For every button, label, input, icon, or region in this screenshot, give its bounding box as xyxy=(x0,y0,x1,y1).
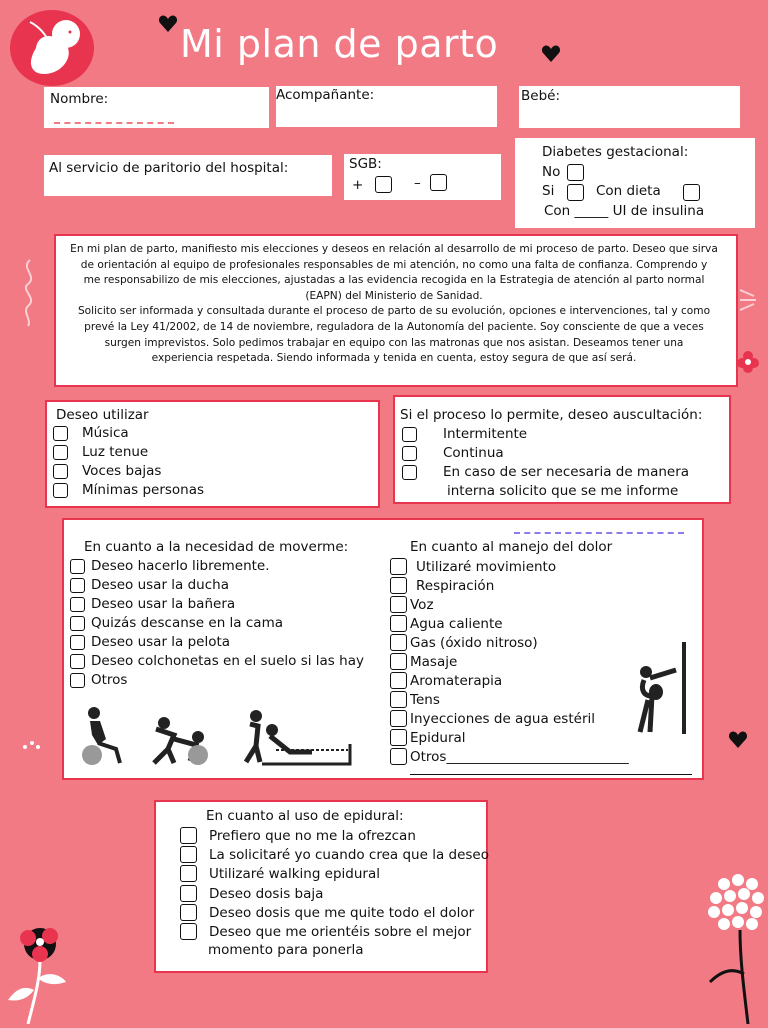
checkbox[interactable] xyxy=(390,672,407,689)
partner-support-icon xyxy=(134,715,214,771)
flower-icon xyxy=(700,870,768,1028)
checkbox[interactable] xyxy=(53,426,68,441)
moverme-item[interactable] xyxy=(70,653,364,669)
sgb-plus-label: + xyxy=(352,177,364,193)
checkbox[interactable] xyxy=(53,445,68,460)
intro-paragraph xyxy=(56,242,732,367)
checkbox[interactable] xyxy=(70,635,85,650)
item-label: Deseo usar la ducha xyxy=(91,577,229,593)
dolor-item[interactable] xyxy=(390,577,494,594)
deseo-utilizar-box xyxy=(45,400,380,508)
bebe-label: Bebé: xyxy=(521,88,560,104)
heart-icon xyxy=(728,730,748,754)
dots-icon xyxy=(22,736,42,755)
moverme-heading: En cuanto a la necesidad de moverme: xyxy=(84,539,349,555)
moverme-item[interactable] xyxy=(70,634,230,650)
item-label: Agua caliente xyxy=(410,615,503,632)
dolor-heading: En cuanto al manejo del dolor xyxy=(410,539,613,555)
diabetes-si-label: Si xyxy=(542,183,555,199)
item-label: Deseo dosis baja xyxy=(209,885,324,902)
checkbox[interactable] xyxy=(70,616,85,631)
auscultacion-continuation: interna solicito que se me informe xyxy=(447,483,679,499)
epidural-item[interactable] xyxy=(180,865,380,882)
item-label: Masaje xyxy=(410,653,458,670)
sgb-label: SGB: xyxy=(349,156,382,172)
moverme-dolor-box xyxy=(62,518,704,780)
checkbox[interactable] xyxy=(390,710,407,727)
flower-icon xyxy=(4,920,84,1028)
intro-line: prevé la Ley 41/2002, de 14 de noviembre, reguladora de la Autonomía del paciente. Soy consciente de que a veces xyxy=(84,320,704,333)
checkbox[interactable] xyxy=(390,748,407,765)
dolor-item[interactable] xyxy=(390,729,466,746)
checkbox[interactable] xyxy=(180,885,197,902)
item-label: Prefiero que no me la ofrezcan xyxy=(209,827,416,844)
item-label: Respiración xyxy=(416,577,495,594)
intro-line: experiencia respetada. Siendo informada y tenida en cuenta, estoy segura de que así será. xyxy=(151,352,637,365)
item-label: Gas (óxido nitroso) xyxy=(410,634,538,651)
diabetes-title: Diabetes gestacional: xyxy=(542,144,689,160)
item-label: Otros xyxy=(91,672,128,688)
dolor-item[interactable] xyxy=(390,710,595,727)
checkbox[interactable] xyxy=(402,465,417,480)
item-label: Deseo dosis que me quite todo el dolor xyxy=(209,904,475,921)
moverme-item[interactable] xyxy=(70,615,283,631)
auscultacion-item[interactable] xyxy=(402,445,504,461)
bebe-field[interactable] xyxy=(519,86,740,128)
intro-line: Solicito ser informada y consultada durante el proceso de parto de su evolución, opciones e intervenciones, tal y como xyxy=(77,305,711,318)
diabetes-si-checkbox[interactable] xyxy=(567,184,584,201)
auscultacion-box xyxy=(393,395,731,504)
deseo-item[interactable] xyxy=(53,463,161,479)
item-label: Deseo que me orientéis sobre el mejor xyxy=(209,923,472,940)
sgb-field xyxy=(344,154,501,200)
diabetes-field xyxy=(515,138,755,228)
intro-line: En mi plan de parto, manifiesto mis elecciones y deseos en relación al desarrollo de mi proceso de parto. Deseo que sirva xyxy=(70,243,718,255)
item-label: Deseo usar la pelota xyxy=(91,634,231,650)
acompanante-field[interactable] xyxy=(276,86,497,127)
checkbox[interactable] xyxy=(390,558,407,575)
heart-icon xyxy=(158,14,178,38)
page-title: Mi plan de parto xyxy=(180,22,499,66)
underline xyxy=(410,774,692,775)
auscultacion-heading: Si el proceso lo permite, deseo auscultación: xyxy=(400,407,703,423)
item-label: Deseo hacerlo libremente. xyxy=(91,558,270,574)
item-label: Luz tenue xyxy=(82,444,149,460)
swirl-icon xyxy=(18,258,40,332)
item-label: Utilizaré movimiento xyxy=(416,558,557,575)
item-label: Voces bajas xyxy=(82,463,162,479)
diabetes-no-label: No xyxy=(542,164,561,180)
dolor-item[interactable] xyxy=(390,748,629,765)
checkbox[interactable] xyxy=(70,673,85,688)
diabetes-dieta-checkbox[interactable] xyxy=(683,184,700,201)
item-label: Deseo usar la bañera xyxy=(91,596,236,612)
auscultacion-item[interactable] xyxy=(402,464,689,480)
epidural-item[interactable] xyxy=(180,846,489,863)
servicio-field[interactable] xyxy=(44,155,332,196)
checkbox[interactable] xyxy=(180,923,197,940)
dashed-line xyxy=(54,122,174,124)
checkbox[interactable] xyxy=(180,827,197,844)
item-label: Mínimas personas xyxy=(82,482,205,498)
diabetes-dieta-label: Con dieta xyxy=(596,183,661,199)
intro-line: surgen imprevistos. Solo pedimos trabajar en equipo con las matronas que nos asistan. Deseamos tener una xyxy=(104,336,684,349)
epidural-box xyxy=(154,800,488,973)
moverme-item[interactable] xyxy=(70,596,235,612)
pregnant-ball-icon xyxy=(78,705,124,771)
auscultacion-item[interactable] xyxy=(402,426,527,442)
item-label: Voz xyxy=(410,596,434,613)
sgb-negative-checkbox[interactable] xyxy=(430,174,447,191)
acompanante-label: Acompañante: xyxy=(276,87,375,103)
dolor-item[interactable] xyxy=(390,634,538,651)
moverme-item[interactable] xyxy=(70,577,229,593)
checkbox[interactable] xyxy=(390,615,407,632)
item-label: Tens xyxy=(410,691,440,708)
epidural-item[interactable] xyxy=(180,885,323,902)
item-label: Deseo colchonetas en el suelo si las hay xyxy=(91,653,364,669)
checkbox[interactable] xyxy=(70,559,85,574)
checkbox[interactable] xyxy=(402,427,417,442)
item-label: Intermitente xyxy=(443,426,528,442)
diabetes-insulina-label: Con _____ UI de insulina xyxy=(544,203,705,219)
deseo-item[interactable] xyxy=(53,482,204,498)
checkbox[interactable] xyxy=(70,578,85,593)
pregnant-wall-icon xyxy=(630,640,690,740)
epidural-item[interactable] xyxy=(180,827,416,844)
sgb-positive-checkbox[interactable] xyxy=(375,176,392,193)
dolor-item[interactable] xyxy=(390,672,502,689)
checkbox[interactable] xyxy=(390,729,407,746)
intro-line: de orientación al equipo de profesionales responsables de mi atención, no como una falta de confianza. Comprendo y xyxy=(80,258,708,271)
checkbox[interactable] xyxy=(53,464,68,479)
moverme-item[interactable] xyxy=(70,672,127,688)
checkbox[interactable] xyxy=(402,446,417,461)
checkbox[interactable] xyxy=(390,634,407,651)
item-label: Aromaterapia xyxy=(410,672,503,689)
checkbox[interactable] xyxy=(70,654,85,669)
item-label: Epidural xyxy=(410,729,466,746)
epidural-item[interactable] xyxy=(180,904,474,921)
checkbox[interactable] xyxy=(390,577,407,594)
checkbox[interactable] xyxy=(390,596,407,613)
baby-logo-icon xyxy=(8,8,96,88)
dolor-item[interactable] xyxy=(390,615,503,632)
dolor-item[interactable] xyxy=(390,558,556,575)
checkbox[interactable] xyxy=(180,846,197,863)
deseo-utilizar-heading: Deseo utilizar xyxy=(56,407,149,423)
item-label: Continua xyxy=(443,445,504,461)
servicio-label: Al servicio de paritorio del hospital: xyxy=(49,160,289,176)
intro-line: (EAPN) del Ministerio de Sanidad. xyxy=(305,289,483,302)
item-label: Utilizaré walking epidural xyxy=(209,865,381,882)
item-label: Otros___________________________ xyxy=(410,748,629,765)
item-label: En caso de ser necesaria de manera xyxy=(443,464,690,480)
intro-line: me responsabilizo de mis elecciones, ajustadas a las evidencia recogida en la Estrategia de atención al parto normal xyxy=(83,274,705,287)
dolor-item[interactable] xyxy=(390,691,440,708)
item-label: Música xyxy=(82,425,129,441)
deseo-item[interactable] xyxy=(53,444,148,460)
checkbox[interactable] xyxy=(390,691,407,708)
heart-icon xyxy=(541,44,561,68)
epidural-item[interactable] xyxy=(180,923,471,940)
diabetes-no-checkbox[interactable] xyxy=(567,164,584,181)
flower-small-icon xyxy=(736,350,760,378)
checkbox[interactable] xyxy=(390,653,407,670)
dolor-item[interactable] xyxy=(390,653,457,670)
moverme-item[interactable] xyxy=(70,558,270,574)
checkbox[interactable] xyxy=(53,483,68,498)
checkbox[interactable] xyxy=(70,597,85,612)
epidural-heading: En cuanto al uso de epidural: xyxy=(206,808,404,824)
epidural-continuation: momento para ponerla xyxy=(208,942,364,958)
item-label: La solicitaré yo cuando crea que la deseo xyxy=(209,846,489,863)
checkbox[interactable] xyxy=(180,865,197,882)
birth-pool-icon xyxy=(232,708,354,770)
sparkle-icon xyxy=(738,286,758,320)
nombre-field[interactable] xyxy=(44,87,269,128)
nombre-label: Nombre: xyxy=(50,91,109,107)
dashed-line xyxy=(514,532,684,534)
sgb-minus-label: – xyxy=(414,175,421,191)
dolor-item[interactable] xyxy=(390,596,434,613)
item-label: Inyecciones de agua estéril xyxy=(410,710,595,727)
deseo-item[interactable] xyxy=(53,425,129,441)
checkbox[interactable] xyxy=(180,904,197,921)
item-label: Quizás descanse en la cama xyxy=(91,615,283,631)
